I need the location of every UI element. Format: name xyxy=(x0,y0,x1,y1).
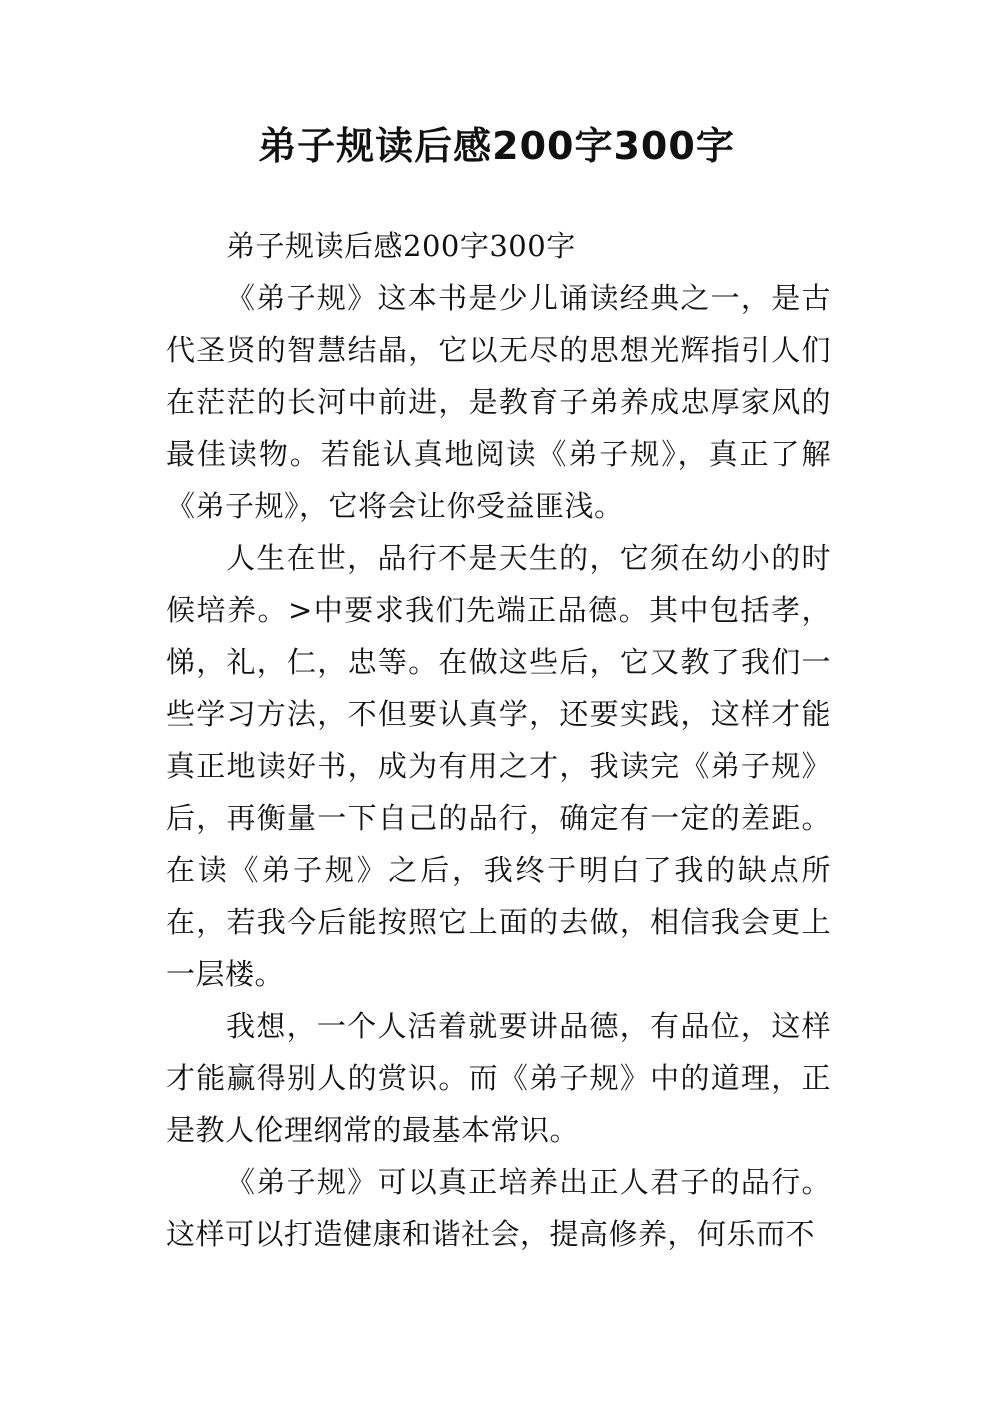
document-title: 弟子规读后感200字300字 xyxy=(258,124,735,168)
body-paragraph: 人生在世，品行不是天生的，它须在幼小的时候培养。>中要求我们先端正品德。其中包括孝，悌，礼，仁，忠等。在做这些后，它又教了我们一些学习方法，不但要认真学，还要实践，这样才能真正地读好书，成为有用之才，我读完《弟子规》后，再衡量一下自己的品行，确定有一定的差距。在读《弟子规》之后，我终于明白了我的缺点所在，若我今后能按照它上面的去做，相信我会更上一层楼。 xyxy=(166,541,831,991)
document-body xyxy=(166,220,831,1260)
body-paragraph: 《弟子规》这本书是少儿诵读经典之一，是古代圣贤的智慧结晶，它以无尽的思想光辉指引人们在茫茫的长河中前进，是教育子弟养成忠厚家风的最佳读物。若能认真地阅读《弟子规》，真正了解《弟子规》，它将会让你受益匪浅。 xyxy=(166,281,831,523)
body-paragraph: 弟子规读后感200字300字 xyxy=(226,229,576,263)
body-paragraph: 我想，一个人活着就要讲品德，有品位，这样才能赢得别人的赏识。而《弟子规》中的道理，正是教人伦理纲常的最基本常识。 xyxy=(166,1009,831,1147)
body-paragraph: 《弟子规》可以真正培养出正人君子的品行。这样可以打造健康和谐社会，提高修养，何乐而不 xyxy=(166,1165,831,1251)
